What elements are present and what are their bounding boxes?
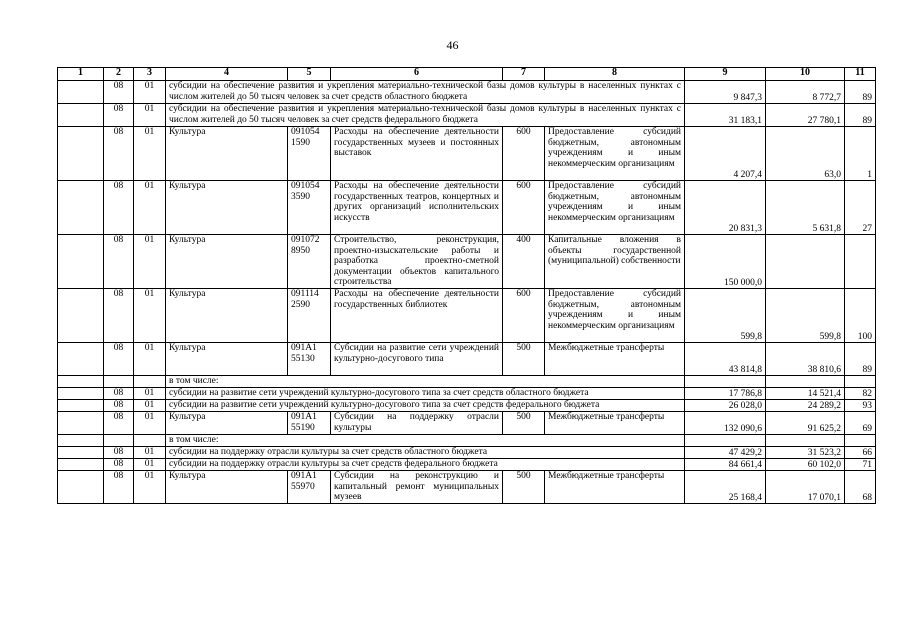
subsidy-description: субсидии на развитие сети учреждений культурно-досугового типа за счет средств областного бюджета [166, 388, 685, 400]
cell-col1 [58, 412, 104, 435]
planned-amount: 132 090,6 [685, 412, 766, 435]
expense-type-code: 600 [503, 181, 545, 235]
budget-table [57, 67, 876, 504]
table-row [58, 104, 876, 127]
executed-amount: 8 772,7 [766, 81, 845, 104]
cell-col1 [58, 235, 104, 289]
column-header-3: 3 [134, 68, 166, 81]
expense-description: Строительство, реконструкция, проектно-изыскательские работы и разработка проектно-сметной документации объектов капитального строительства [331, 235, 503, 289]
subsection-code: 01 [134, 181, 166, 235]
subsidy-description: субсидии на развитие сети учреждений культурно-досугового типа за счет средств федерального бюджета [166, 400, 685, 412]
subsection-code: 01 [134, 289, 166, 343]
table-row [58, 343, 876, 376]
executed-amount: 27 780,1 [766, 104, 845, 127]
column-header-9: 9 [685, 68, 766, 81]
execution-percent: 68 [845, 471, 876, 504]
column-header-1: 1 [58, 68, 104, 81]
subsidy-description: субсидии на поддержку отрасли культуры за счет средств федерального бюджета [166, 459, 685, 471]
cell-col1 [58, 471, 104, 504]
target-article-code: 091054 3590 [288, 181, 331, 235]
cell-col9 [685, 376, 766, 388]
executed-amount: 31 523,2 [766, 447, 845, 459]
sector-name: Культура [166, 181, 288, 235]
subsection-code: 01 [134, 412, 166, 435]
expense-type-name: Предоставление субсидий бюджетным, автономным учреждениям и иным некоммерческим организациям [545, 181, 685, 235]
sector-name: Культура [166, 127, 288, 181]
cell-col3 [134, 435, 166, 447]
expense-type-code: 600 [503, 127, 545, 181]
subsection-code: 01 [134, 400, 166, 412]
table-row [58, 471, 876, 504]
subsection-code: 01 [134, 104, 166, 127]
note-text: в том числе: [166, 435, 685, 447]
section-code: 08 [104, 447, 134, 459]
executed-amount: 14 521,4 [766, 388, 845, 400]
expense-description: Расходы на обеспечение деятельности государственных театров, концертных и других организаций исполнительских искусств [331, 181, 503, 235]
expense-type-code: 500 [503, 471, 545, 504]
cell-col1 [58, 400, 104, 412]
expense-description: Субсидии на развитие сети учреждений культурно-досугового типа [331, 343, 503, 376]
sector-name: Культура [166, 289, 288, 343]
subsection-code: 01 [134, 127, 166, 181]
cell-col1 [58, 81, 104, 104]
executed-amount [766, 235, 845, 289]
section-code: 08 [104, 400, 134, 412]
cell-col1 [58, 104, 104, 127]
cell-col1 [58, 388, 104, 400]
subsidy-description: субсидии на обеспечение развития и укрепления материально-технической базы домов культуры в населенных пунктах с числом жителей до 50 тысяч человек за счет средств областного бюджета [166, 81, 685, 104]
expense-description: Субсидии на поддержку отрасли культуры [331, 412, 503, 435]
sector-name: Культура [166, 412, 288, 435]
expense-type-code: 500 [503, 343, 545, 376]
cell-col2 [104, 435, 134, 447]
column-header-11: 11 [845, 68, 876, 81]
expense-type-code: 600 [503, 289, 545, 343]
target-article-code: 091А1 55970 [288, 471, 331, 504]
table-row [58, 376, 876, 388]
table-row [58, 388, 876, 400]
execution-percent: 69 [845, 412, 876, 435]
table-row [58, 412, 876, 435]
column-header-10: 10 [766, 68, 845, 81]
target-article-code: 091114 2590 [288, 289, 331, 343]
cell-col1 [58, 447, 104, 459]
subsection-code: 01 [134, 388, 166, 400]
subsection-code: 01 [134, 447, 166, 459]
section-code: 08 [104, 289, 134, 343]
cell-col9 [685, 435, 766, 447]
cell-col10 [766, 376, 845, 388]
cell-col1 [58, 127, 104, 181]
subsidy-description: субсидии на обеспечение развития и укрепления материально-технической базы домов культуры в населенных пунктах с числом жителей до 50 тысяч человек за счет средств федерального бюджета [166, 104, 685, 127]
section-code: 08 [104, 343, 134, 376]
sector-name: Культура [166, 235, 288, 289]
execution-percent: 66 [845, 447, 876, 459]
table-row [58, 459, 876, 471]
expense-type-code: 400 [503, 235, 545, 289]
expense-description: Субсидии на реконструкцию и капитальный ремонт муниципальных музеев [331, 471, 503, 504]
expense-description: Расходы на обеспечение деятельности государственных музеев и постоянных выставок [331, 127, 503, 181]
planned-amount: 84 661,4 [685, 459, 766, 471]
executed-amount: 17 070,1 [766, 471, 845, 504]
subsidy-description: субсидии на поддержку отрасли культуры за счет средств областного бюджета [166, 447, 685, 459]
execution-percent: 71 [845, 459, 876, 471]
cell-col2 [104, 376, 134, 388]
cell-col10 [766, 435, 845, 447]
table-row [58, 235, 876, 289]
executed-amount: 91 625,2 [766, 412, 845, 435]
column-header-5: 5 [288, 68, 331, 81]
cell-col11 [845, 435, 876, 447]
subsection-code: 01 [134, 81, 166, 104]
cell-col1 [58, 435, 104, 447]
subsection-code: 01 [134, 471, 166, 504]
target-article-code: 091054 1590 [288, 127, 331, 181]
planned-amount: 20 831,3 [685, 181, 766, 235]
expense-type-name: Межбюджетные трансферты [545, 412, 685, 435]
column-number-row [58, 68, 876, 81]
execution-percent: 93 [845, 400, 876, 412]
column-header-2: 2 [104, 68, 134, 81]
execution-percent: 27 [845, 181, 876, 235]
table-row [58, 181, 876, 235]
sector-name: Культура [166, 343, 288, 376]
expense-type-name: Предоставление субсидий бюджетным, автономным учреждениям и иным некоммерческим организациям [545, 127, 685, 181]
table-body [58, 81, 876, 504]
subsection-code: 01 [134, 459, 166, 471]
subsection-code: 01 [134, 235, 166, 289]
table-row [58, 400, 876, 412]
column-header-8: 8 [545, 68, 685, 81]
cell-col1 [58, 181, 104, 235]
target-article-code: 091072 8950 [288, 235, 331, 289]
cell-col3 [134, 376, 166, 388]
section-code: 08 [104, 181, 134, 235]
table-row [58, 447, 876, 459]
planned-amount: 599,8 [685, 289, 766, 343]
note-text: в том числе: [166, 376, 685, 388]
executed-amount: 63,0 [766, 127, 845, 181]
section-code: 08 [104, 412, 134, 435]
execution-percent [845, 235, 876, 289]
subsection-code: 01 [134, 343, 166, 376]
cell-col1 [58, 289, 104, 343]
expense-type-code: 500 [503, 412, 545, 435]
cell-col1 [58, 343, 104, 376]
target-article-code: 091А1 55130 [288, 343, 331, 376]
section-code: 08 [104, 235, 134, 289]
column-header-6: 6 [331, 68, 503, 81]
cell-col1 [58, 376, 104, 388]
planned-amount: 43 814,8 [685, 343, 766, 376]
planned-amount: 9 847,3 [685, 81, 766, 104]
planned-amount: 26 028,0 [685, 400, 766, 412]
section-code: 08 [104, 459, 134, 471]
cell-col11 [845, 376, 876, 388]
executed-amount: 5 631,8 [766, 181, 845, 235]
table-row [58, 127, 876, 181]
section-code: 08 [104, 104, 134, 127]
planned-amount: 4 207,4 [685, 127, 766, 181]
planned-amount: 17 786,8 [685, 388, 766, 400]
section-code: 08 [104, 127, 134, 181]
execution-percent: 89 [845, 343, 876, 376]
expense-type-name: Межбюджетные трансферты [545, 343, 685, 376]
execution-percent: 82 [845, 388, 876, 400]
column-header-4: 4 [166, 68, 288, 81]
expense-type-name: Капитальные вложения в объекты государственной (муниципальной) собственности [545, 235, 685, 289]
planned-amount: 47 429,2 [685, 447, 766, 459]
execution-percent: 1 [845, 127, 876, 181]
expense-description: Расходы на обеспечение деятельности государственных библиотек [331, 289, 503, 343]
table-row [58, 81, 876, 104]
executed-amount: 599,8 [766, 289, 845, 343]
expense-type-name: Предоставление субсидий бюджетным, автономным учреждениям и иным некоммерческим организациям [545, 289, 685, 343]
planned-amount: 150 000,0 [685, 235, 766, 289]
section-code: 08 [104, 388, 134, 400]
planned-amount: 31 183,1 [685, 104, 766, 127]
execution-percent: 89 [845, 81, 876, 104]
page-number: 46 [446, 38, 459, 52]
table-row [58, 435, 876, 447]
planned-amount: 25 168,4 [685, 471, 766, 504]
executed-amount: 24 289,2 [766, 400, 845, 412]
section-code: 08 [104, 471, 134, 504]
expense-type-name: Межбюджетные трансферты [545, 471, 685, 504]
cell-col1 [58, 459, 104, 471]
execution-percent: 100 [845, 289, 876, 343]
sector-name: Культура [166, 471, 288, 504]
execution-percent: 89 [845, 104, 876, 127]
target-article-code: 091А1 55190 [288, 412, 331, 435]
executed-amount: 60 102,0 [766, 459, 845, 471]
column-header-7: 7 [503, 68, 545, 81]
table-row [58, 289, 876, 343]
section-code: 08 [104, 81, 134, 104]
executed-amount: 38 810,6 [766, 343, 845, 376]
